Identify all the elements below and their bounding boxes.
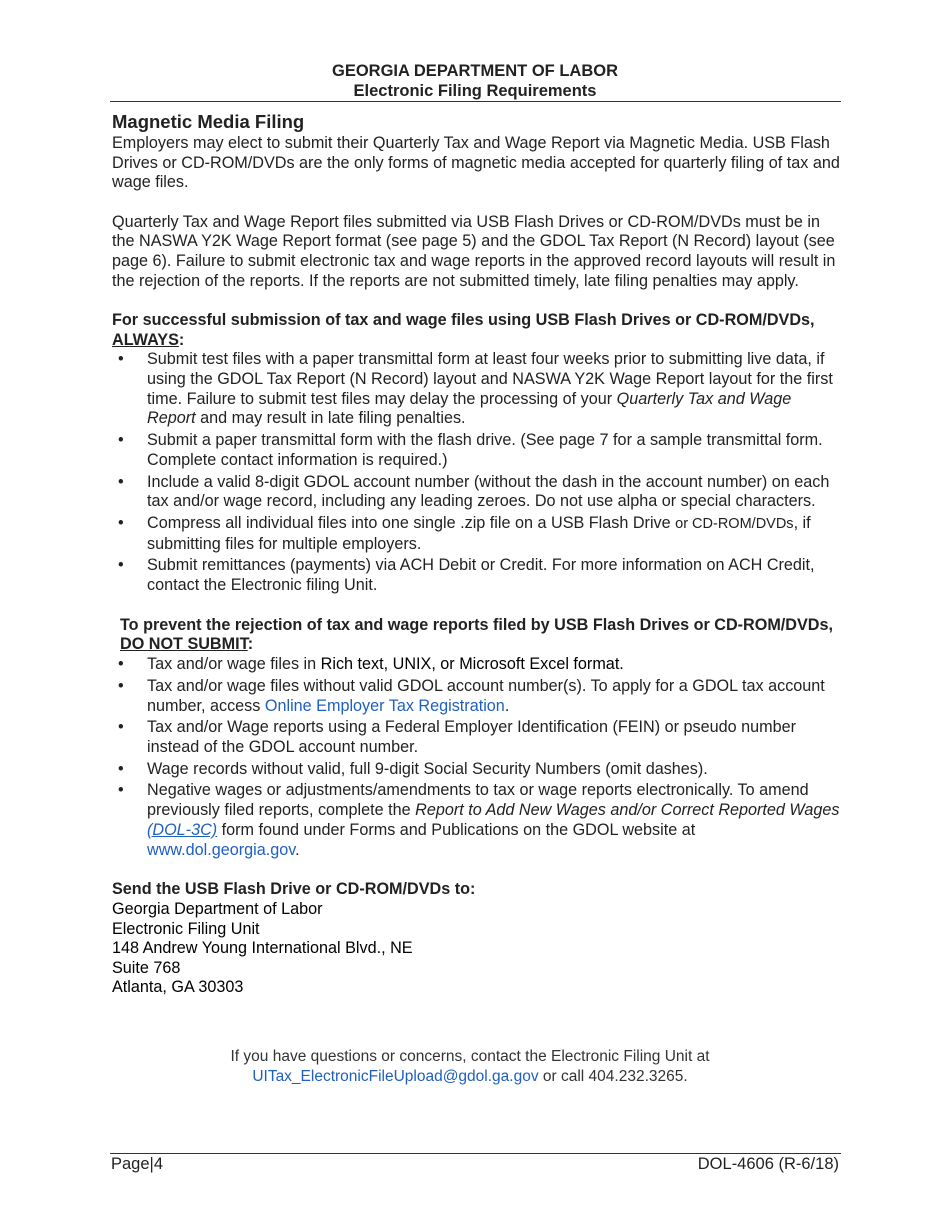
send-heading: Send the USB Flash Drive or CD-ROM/DVDs to: [112, 880, 476, 899]
list-item: • Include a valid 8-digit GDOL account number (without the dash in the account number) on each tax and/or wage record, including any leading zeroes. Do not use alpha or special characters. [112, 473, 842, 512]
contact-line: UITax_ElectronicFileUpload@gdol.ga.gov or call 404.232.3265. [252, 1067, 688, 1085]
list-item: • Negative wages or adjustments/amendments to tax or wage reports electronically. To amend previously filed reports, complete the Report to Add New Wages and/or Correct Reported Wages (DOL-3C) form found under Forms and Publications on the GDOL website at www.dol.georgia.gov. [112, 781, 842, 860]
list-item: • Tax and/or Wage reports using a Federal Employer Identification (FEIN) or pseudo number instead of the GDOL account number. [112, 718, 842, 757]
list-item: • Wage records without valid, full 9-digit Social Security Numbers (omit dashes). [112, 760, 842, 780]
header-agency: GEORGIA DEPARTMENT OF LABOR [332, 62, 618, 80]
main-content [112, 110, 842, 998]
list-item: • Submit a paper transmittal form with the flash drive. (See page 7 for a sample transmittal form. Complete contact information is required.) [112, 431, 842, 470]
contact-email-link[interactable]: UITax_ElectronicFileUpload@gdol.ga.gov [252, 1067, 539, 1085]
gdol-website-link[interactable]: www.dol.georgia.gov [147, 840, 296, 859]
dol-3c-link[interactable]: (DOL-3C) [147, 820, 218, 839]
page-number: Page|4 [111, 1155, 163, 1173]
list-item: • Tax and/or wage files without valid GDOL account number(s). To apply for a GDOL tax account number, access Online Employer Tax Registration. [112, 677, 842, 716]
intro-paragraph: Employers may elect to submit their Quarterly Tax and Wage Report via Magnetic Media. USB Flash Drives or CD-ROM/DVDs are the only forms of magnetic media accepted for quarterly filing of tax and wage files. [112, 134, 840, 192]
list-item: • Submit test files with a paper transmittal form at least four weeks prior to submitting live data, if using the GDOL Tax Report (N Record) layout and NASWA Y2K Wage Report layout for the first time. Failure to submit test files may delay the processing of your Quarterly Tax and Wage Report and may result in late filing penalties. [112, 350, 842, 429]
form-number: DOL-4606 (R-6/18) [697, 1155, 839, 1173]
donot-heading: To prevent the rejection of tax and wage reports filed by USB Flash Drives or CD-ROM/DVDs, DO NOT SUBMIT: [120, 615, 833, 654]
always-keyword: ALWAYS [112, 330, 179, 349]
list-item: • Submit remittances (payments) via ACH Debit or Credit. For more information on ACH Credit, contact the Electronic filing Unit. [112, 556, 842, 595]
header-rule [110, 101, 841, 102]
address-line: Suite 768 [112, 958, 181, 977]
always-heading: For successful submission of tax and wage files using USB Flash Drives or CD-ROM/DVDs, ALWAYS: [112, 310, 815, 349]
format-paragraph: Quarterly Tax and Wage Report files submitted via USB Flash Drives or CD-ROM/DVDs must be in the NASWA Y2K Wage Report format (see page 5) and the GDOL Tax Report (N Record) layout (see page 6). Failure to submit electronic tax and wage reports in the approved record layouts will result in the rejection of the reports. If the reports are not submitted timely, late filing penalties may apply. [112, 212, 836, 290]
address-line: 148 Andrew Young International Blvd., NE [112, 939, 413, 958]
contact-note [112, 1047, 828, 1086]
donot-list [112, 655, 842, 860]
always-list [112, 350, 842, 595]
donot-keyword: DO NOT SUBMIT [120, 635, 248, 654]
address-line: Electronic Filing Unit [112, 919, 260, 938]
mailing-address [112, 900, 842, 998]
list-item: • Tax and/or wage files in Rich text, UNIX, or Microsoft Excel format. [112, 655, 842, 675]
list-item: • Compress all individual files into one single .zip file on a USB Flash Drive or CD-ROM/DVDs, if submitting files for multiple employers. [112, 514, 842, 554]
footer-rule [110, 1153, 841, 1154]
contact-line: If you have questions or concerns, contact the Electronic Filing Unit at [230, 1048, 710, 1065]
online-registration-link[interactable]: Online Employer Tax Registration [264, 696, 505, 715]
address-line: Georgia Department of Labor [112, 899, 323, 918]
section-title: Magnetic Media Filing [112, 111, 305, 132]
address-line: Atlanta, GA 30303 [112, 978, 244, 997]
page-header [110, 61, 840, 101]
header-title: Electronic Filing Requirements [353, 82, 597, 100]
